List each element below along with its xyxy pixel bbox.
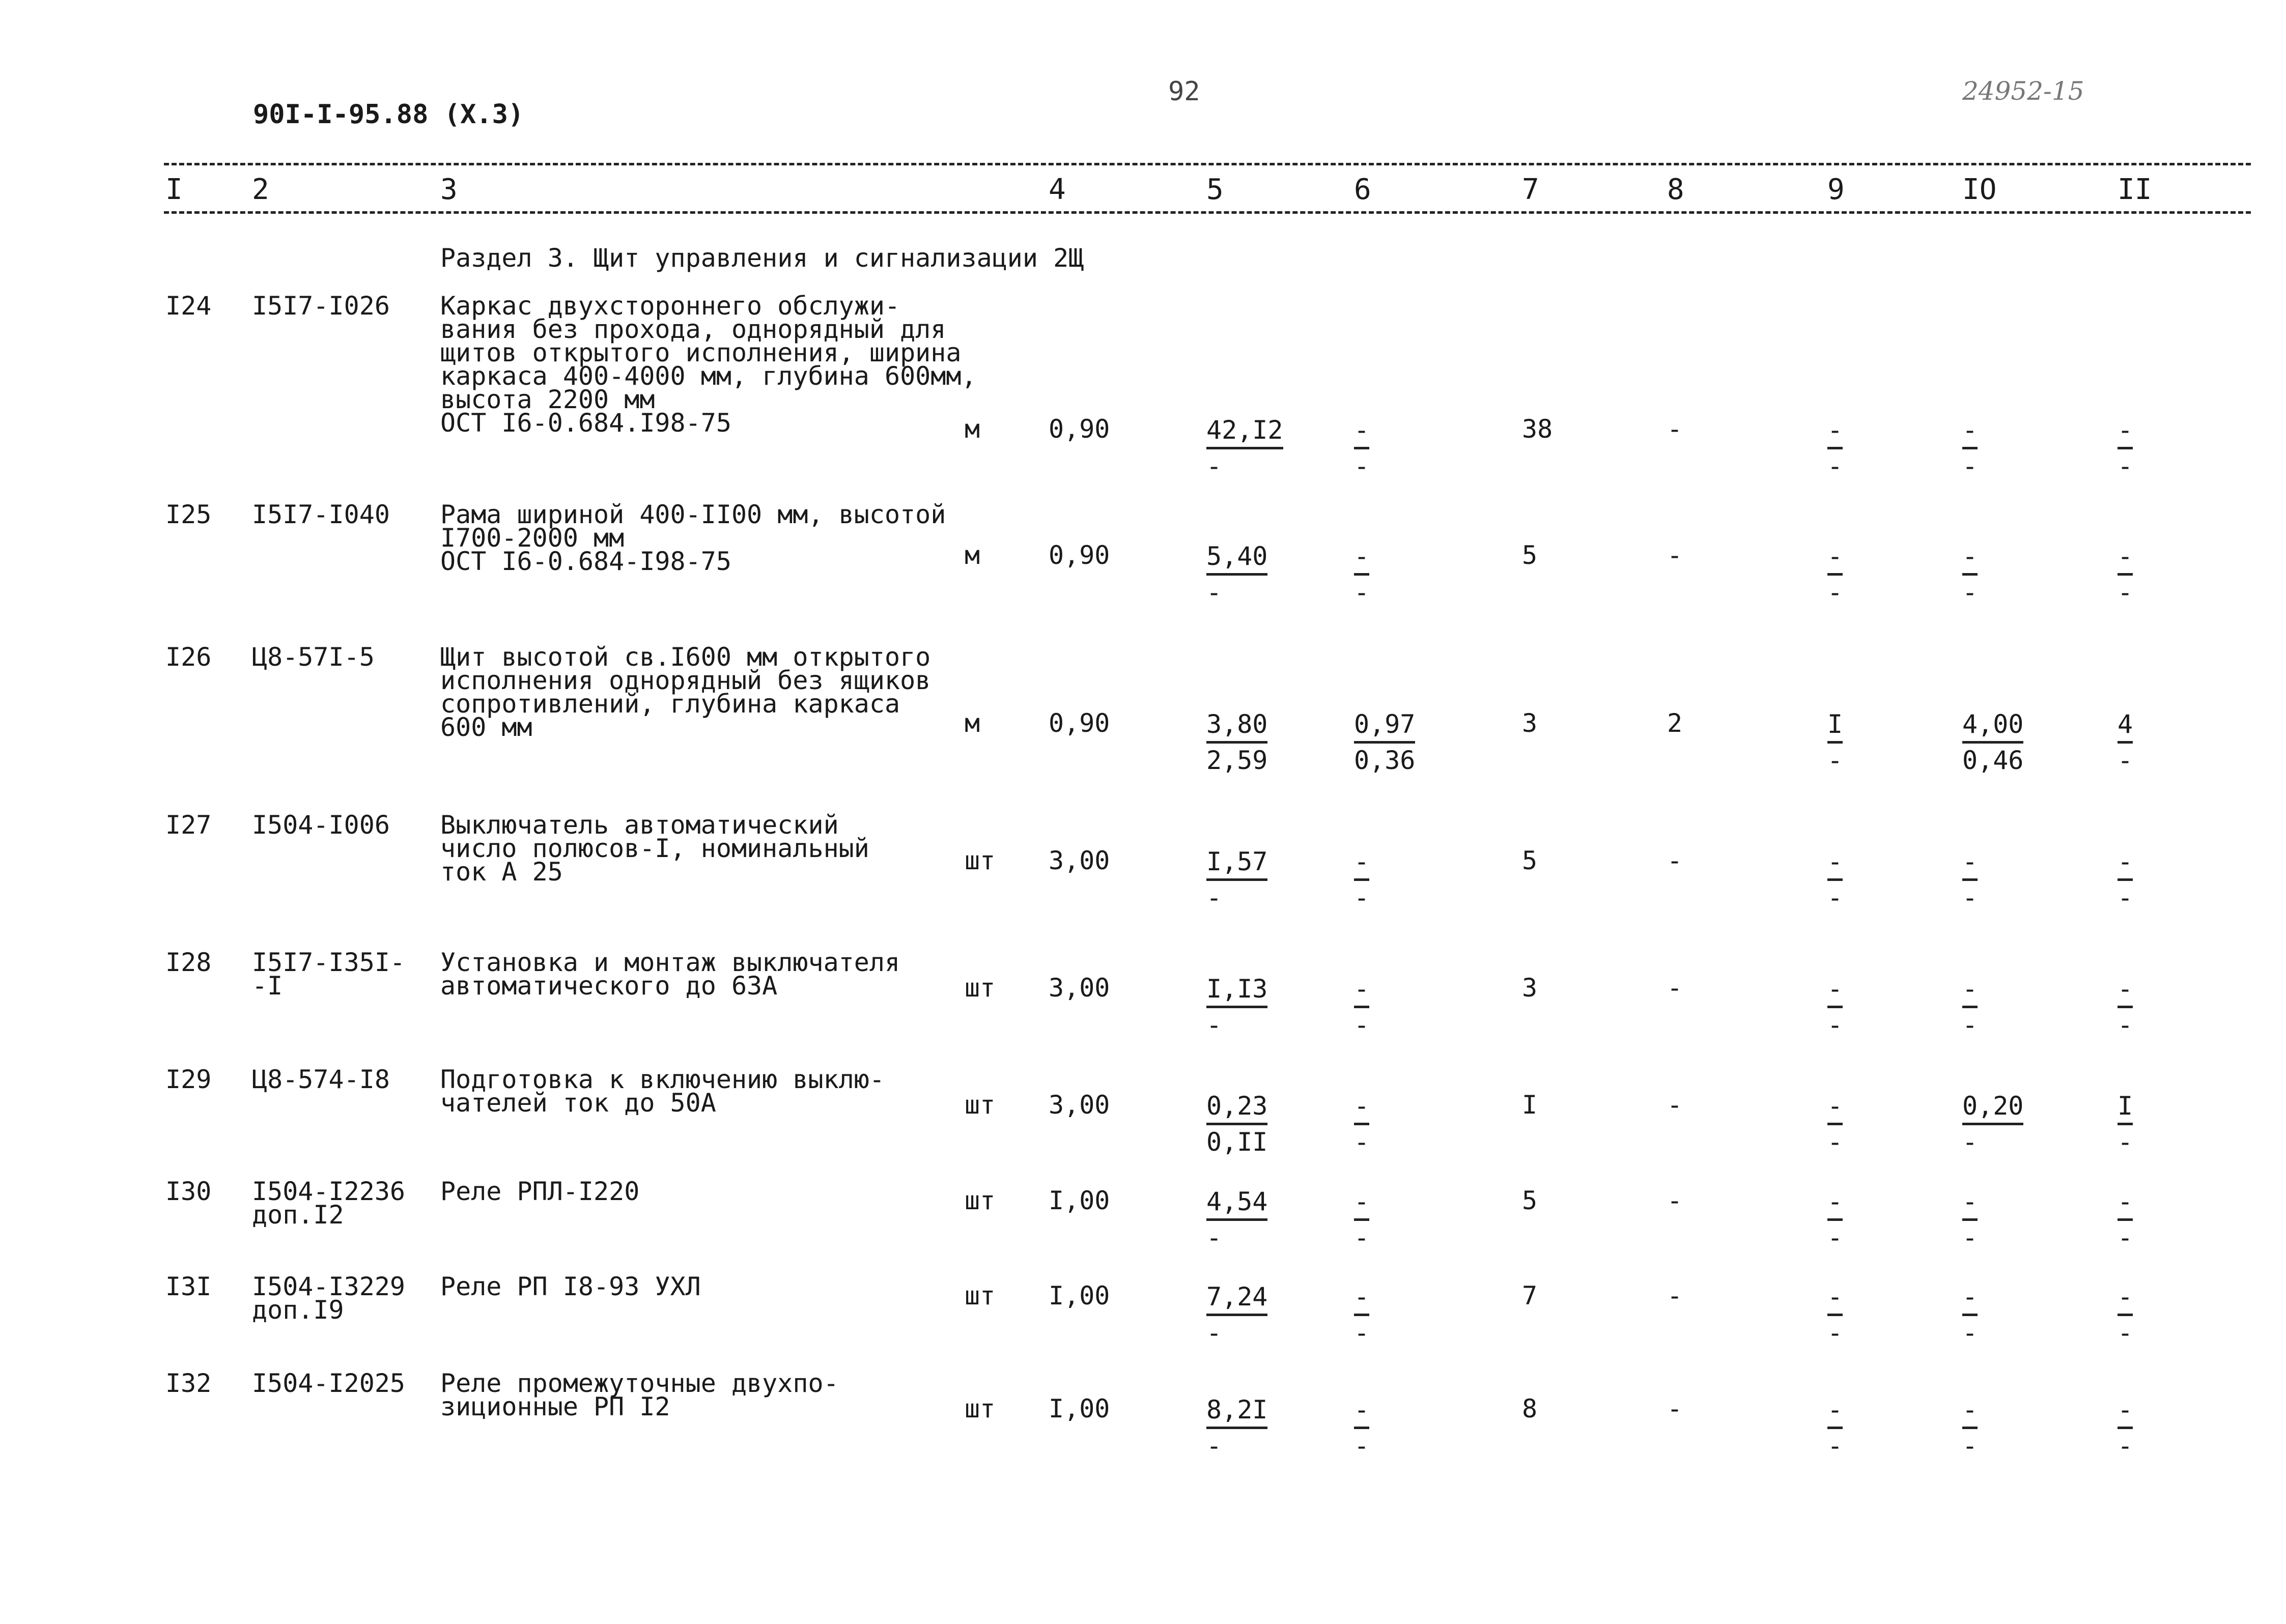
col11-value-fraction-bar: [2118, 1006, 2133, 1008]
row-number: I3I: [165, 1272, 212, 1301]
col6-value-denominator: 0,36: [1354, 746, 1416, 775]
col5-value: [1206, 1189, 1267, 1250]
col10-value-denominator: -: [1962, 451, 1978, 481]
col5-value: [1206, 417, 1283, 479]
col5-value-numerator: I,57: [1206, 847, 1268, 876]
col8-value: -: [1667, 1281, 1683, 1310]
col10-value-numerator: -: [1962, 974, 1978, 1004]
col8-value: -: [1667, 846, 1683, 875]
col9-value-denominator: -: [1827, 883, 1843, 913]
col9-value-fraction-bar: [1827, 1006, 1843, 1008]
col6-value-fraction-bar: [1354, 741, 1415, 744]
column-header-5: 5: [1206, 173, 1224, 206]
row-code: I504-I2236 доп.I2: [252, 1177, 406, 1230]
row-code: Ц8-57I-5: [252, 642, 375, 672]
col5-value-denominator: 0,II: [1206, 1127, 1268, 1157]
col9-value-fraction-bar: [1827, 878, 1843, 881]
col9-value-denominator: -: [1827, 451, 1843, 481]
col9-value-numerator: -: [1827, 415, 1843, 445]
row-description: Реле РПЛ-I220: [440, 1177, 640, 1206]
row-number: I24: [165, 291, 212, 321]
col10-value-numerator: -: [1962, 1395, 1978, 1424]
row-quantity: 0,90: [1049, 414, 1110, 444]
col7-value: 3: [1522, 973, 1538, 1003]
row-description: Каркас двухстороннего обслужи- вания без прохода, однорядный для щитов открытого исполнения, ширина каркаса 400-4000 мм, глубина 600мм, высота 2200 мм ОСТ I6-0.684.I98-75: [440, 291, 977, 438]
col9-value-numerator: -: [1827, 974, 1843, 1004]
col5-value-denominator: -: [1206, 451, 1222, 481]
col11-value-denominator: -: [2118, 883, 2133, 913]
col11-value-denominator: -: [2118, 746, 2133, 775]
col7-value: 5: [1522, 846, 1538, 875]
col6-value-denominator: -: [1354, 1223, 1370, 1252]
col11-value-fraction-bar: [2118, 741, 2133, 744]
col5-value: [1206, 1093, 1267, 1155]
col5-value-denominator: -: [1206, 1010, 1222, 1040]
col8-value: -: [1667, 1394, 1683, 1423]
row-code: Ц8-574-I8: [252, 1065, 390, 1094]
row-number: I27: [165, 810, 212, 840]
row-description: Выключатель автоматический число полюсов-I, номинальный ток А 25: [440, 810, 869, 887]
row-quantity: I,00: [1049, 1394, 1110, 1423]
row-code: I504-I006: [252, 810, 390, 840]
col11-value-fraction-bar: [2118, 1314, 2133, 1316]
col10-value: [1962, 1284, 1978, 1346]
column-header-10: IO: [1962, 173, 1997, 206]
col11-value-denominator: -: [2118, 1318, 2133, 1348]
row-unit: м: [965, 540, 980, 570]
col6-value-denominator: -: [1354, 1127, 1370, 1157]
col11-value-fraction-bar: [2118, 1123, 2133, 1125]
row-quantity: I,00: [1049, 1186, 1110, 1215]
row-unit: шт: [965, 846, 996, 875]
col6-value-fraction-bar: [1354, 573, 1369, 576]
col9-value-numerator: -: [1827, 1091, 1843, 1121]
col5-value-numerator: 8,2I: [1206, 1395, 1268, 1424]
column-header-3: 3: [440, 173, 458, 206]
col10-value: [1962, 976, 1978, 1038]
col5-value: [1206, 1284, 1267, 1346]
col10-value-numerator: 0,20: [1962, 1091, 2024, 1121]
row-quantity: I,00: [1049, 1281, 1110, 1310]
col11-value-denominator: -: [2118, 451, 2133, 481]
col9-value-fraction-bar: [1827, 573, 1843, 576]
col6-value-numerator: -: [1354, 1091, 1370, 1121]
col5-value-denominator: -: [1206, 1223, 1222, 1252]
row-unit: шт: [965, 973, 996, 1003]
col10-value: [1962, 1189, 1978, 1250]
header-rule-bottom: [164, 211, 2251, 214]
col6-value-numerator: -: [1354, 1187, 1370, 1216]
col10-value-fraction-bar: [1962, 1006, 1978, 1008]
page-number: 92: [1168, 76, 1200, 107]
col6-value-denominator: -: [1354, 883, 1370, 913]
col10-value-numerator: -: [1962, 542, 1978, 571]
col5-value-numerator: 0,23: [1206, 1091, 1268, 1121]
row-description: Щит высотой св.I600 мм открытого исполнения однорядный без ящиков сопротивлений, глубина каркаса 600 мм: [440, 642, 931, 742]
col8-value: -: [1667, 414, 1683, 444]
col9-value-fraction-bar: [1827, 1427, 1843, 1429]
col10-value-numerator: 4,00: [1962, 709, 2024, 739]
col5-value: [1206, 1397, 1267, 1459]
col9-value-denominator: -: [1827, 746, 1843, 775]
row-quantity: 0,90: [1049, 540, 1110, 570]
col11-value-numerator: I: [2118, 1091, 2133, 1121]
col5-value-numerator: 4,54: [1206, 1187, 1268, 1216]
col8-value: -: [1667, 1090, 1683, 1120]
col9-value-denominator: -: [1827, 578, 1843, 607]
row-description: Подготовка к включению выклю- чателей ток до 50А: [440, 1065, 885, 1118]
row-number: I26: [165, 642, 212, 672]
col6-value-fraction-bar: [1354, 1006, 1369, 1008]
col6-value: [1354, 976, 1369, 1038]
col11-value: [2118, 417, 2133, 479]
col5-value-fraction-bar: [1206, 878, 1267, 881]
col9-value-numerator: -: [1827, 1187, 1843, 1216]
col11-value-denominator: -: [2118, 1127, 2133, 1157]
col8-value: -: [1667, 540, 1683, 570]
col11-value-numerator: -: [2118, 415, 2133, 445]
col6-value: [1354, 417, 1369, 479]
col5-value-denominator: -: [1206, 1318, 1222, 1348]
col9-value-denominator: -: [1827, 1127, 1843, 1157]
col10-value-fraction-bar: [1962, 1314, 1978, 1316]
document-code: 90I-I-95.88 (X.3): [253, 99, 524, 130]
col5-value-numerator: 3,80: [1206, 709, 1268, 739]
col10-value-denominator: -: [1962, 1318, 1978, 1348]
col10-value-fraction-bar: [1962, 573, 1978, 576]
col6-value-denominator: -: [1354, 1318, 1370, 1348]
row-quantity: 3,00: [1049, 1090, 1110, 1120]
col6-value-numerator: -: [1354, 415, 1370, 445]
col9-value-numerator: I: [1827, 709, 1843, 739]
col6-value: [1354, 847, 1370, 913]
col9-value: [1827, 1284, 1843, 1346]
col10-value-denominator: -: [1962, 578, 1978, 607]
col6-value: [1354, 544, 1369, 605]
col9-value-fraction-bar: [1827, 1314, 1843, 1316]
row-description: Реле РП I8-93 УХЛ: [440, 1272, 701, 1301]
col7-value: 8: [1522, 1394, 1538, 1423]
row-description: Установка и монтаж выключателя автоматического до 63А: [440, 948, 900, 1001]
col9-value-numerator: -: [1827, 847, 1843, 876]
col7-value: 38: [1522, 414, 1553, 444]
col6-value-fraction-bar: [1354, 1427, 1369, 1429]
col6-value-fraction-bar: [1354, 1314, 1369, 1316]
col5-value-fraction-bar: [1206, 1314, 1267, 1316]
col10-value-fraction-bar: [1962, 447, 1978, 449]
col7-value: 5: [1522, 1186, 1538, 1215]
col11-value-numerator: 4: [2118, 709, 2133, 739]
col11-value-denominator: -: [2118, 1431, 2133, 1461]
col10-value-fraction-bar: [1962, 1427, 1978, 1429]
row-number: I28: [165, 948, 212, 977]
section-title: Раздел 3. Щит управления и сигнализации 2Щ: [440, 243, 1084, 273]
col6-value-fraction-bar: [1354, 1218, 1369, 1221]
row-number: I29: [165, 1065, 212, 1094]
col6-value: [1354, 1093, 1369, 1155]
col10-value-fraction-bar: [1962, 741, 2023, 744]
col11-value-numerator: -: [2118, 1187, 2133, 1216]
row-quantity: 3,00: [1049, 846, 1110, 875]
row-number: I32: [165, 1369, 212, 1398]
row-unit: м: [965, 708, 980, 738]
col6-value-denominator: -: [1354, 1431, 1370, 1461]
col6-value-fraction-bar: [1354, 447, 1369, 449]
column-header-2: 2: [252, 173, 269, 206]
col5-value-denominator: -: [1206, 578, 1222, 607]
col9-value-fraction-bar: [1827, 447, 1843, 449]
col9-value-fraction-bar: [1827, 741, 1843, 744]
col5-value-fraction-bar: [1206, 573, 1267, 576]
row-description: Реле промежуточные двухпо- зиционные РП I2: [440, 1369, 839, 1421]
col5-value-numerator: 5,40: [1206, 542, 1268, 571]
col5-value: [1206, 976, 1267, 1038]
col6-value-fraction-bar: [1354, 1123, 1369, 1125]
col10-value-denominator: -: [1962, 1127, 1978, 1157]
col9-value-numerator: -: [1827, 1282, 1843, 1312]
col11-value-numerator: -: [2118, 1282, 2133, 1312]
column-header-1: I: [165, 173, 183, 206]
col5-value-denominator: -: [1206, 1431, 1222, 1461]
col10-value: [1962, 544, 1978, 605]
row-unit: шт: [965, 1090, 996, 1120]
col6-value-numerator: -: [1354, 1395, 1370, 1424]
col8-value: -: [1667, 973, 1683, 1003]
col10-value: [1962, 847, 1978, 913]
col10-value-denominator: -: [1962, 883, 1978, 913]
col10-value-numerator: -: [1962, 847, 1978, 876]
col9-value: [1827, 1093, 1843, 1155]
col6-value: [1354, 1284, 1369, 1346]
row-unit: шт: [965, 1281, 996, 1310]
col6-value-denominator: -: [1354, 578, 1370, 607]
col5-value: [1206, 544, 1267, 605]
col11-value-numerator: -: [2118, 847, 2133, 876]
col10-value: [1962, 1093, 2023, 1155]
row-quantity: 3,00: [1049, 973, 1110, 1003]
col6-value-numerator: -: [1354, 1282, 1370, 1312]
col9-value: [1827, 976, 1843, 1038]
col11-value: [2118, 1189, 2133, 1250]
col10-value-denominator: -: [1962, 1431, 1978, 1461]
col9-value-numerator: -: [1827, 1395, 1843, 1424]
row-code: I504-I2025: [252, 1369, 406, 1398]
column-header-8: 8: [1667, 173, 1684, 206]
col6-value: [1354, 1189, 1369, 1250]
col9-value-denominator: -: [1827, 1010, 1843, 1040]
row-code: I5I7-I026: [252, 291, 390, 321]
col6-value-numerator: -: [1354, 542, 1370, 571]
row-unit: шт: [965, 1186, 996, 1215]
row-unit: м: [965, 414, 980, 444]
col6-value: [1354, 1397, 1369, 1459]
row-unit: шт: [965, 1394, 996, 1423]
col10-value-numerator: -: [1962, 415, 1978, 445]
col9-value-numerator: -: [1827, 542, 1843, 571]
col11-value-denominator: -: [2118, 1223, 2133, 1252]
col11-value: [2118, 976, 2133, 1038]
col11-value-numerator: -: [2118, 542, 2133, 571]
col11-value: [2118, 847, 2133, 913]
col9-value: [1827, 544, 1843, 605]
col7-value: 5: [1522, 540, 1538, 570]
col9-value-denominator: -: [1827, 1223, 1843, 1252]
col7-value: 3: [1522, 708, 1538, 738]
col6-value-denominator: -: [1354, 1010, 1370, 1040]
col9-value-fraction-bar: [1827, 1123, 1843, 1125]
col10-value-fraction-bar: [1962, 878, 1978, 881]
col6-value-numerator: 0,97: [1354, 709, 1416, 739]
col10-value-denominator: -: [1962, 1223, 1978, 1252]
column-header-6: 6: [1354, 173, 1371, 206]
column-header-11: II: [2118, 173, 2152, 206]
col9-value: [1827, 847, 1843, 913]
col9-value-denominator: -: [1827, 1318, 1843, 1348]
col5-value-denominator: -: [1206, 883, 1222, 913]
col5-value-fraction-bar: [1206, 447, 1283, 449]
col11-value-fraction-bar: [2118, 1218, 2133, 1221]
col5-value: [1206, 711, 1267, 773]
col11-value-numerator: -: [2118, 1395, 2133, 1424]
col9-value: [1827, 1397, 1843, 1459]
col10-value-fraction-bar: [1962, 1218, 1978, 1221]
col10-value: [1962, 1397, 1978, 1459]
col9-value-fraction-bar: [1827, 1218, 1843, 1221]
handwritten-stamp: 24952-15: [1962, 76, 2084, 106]
row-number: I30: [165, 1177, 212, 1206]
col5-value-fraction-bar: [1206, 741, 1267, 744]
col9-value: [1827, 1189, 1843, 1250]
col5-value-fraction-bar: [1206, 1427, 1267, 1429]
col11-value-denominator: -: [2118, 578, 2133, 607]
row-code: I5I7-I35I- -I: [252, 948, 406, 1001]
row-description: Рама шириной 400-II00 мм, высотой I700-2000 мм ОСТ I6-0.684-I98-75: [440, 500, 946, 576]
col7-value: I: [1522, 1090, 1538, 1120]
col9-value-denominator: -: [1827, 1431, 1843, 1461]
col5-value: [1206, 847, 1268, 913]
col5-value-denominator: 2,59: [1206, 746, 1268, 775]
col10-value-numerator: -: [1962, 1187, 1978, 1216]
col11-value: [2118, 1093, 2133, 1155]
column-header-4: 4: [1049, 173, 1066, 206]
col10-value-numerator: -: [1962, 1282, 1978, 1312]
col6-value-fraction-bar: [1354, 878, 1369, 881]
column-header-7: 7: [1522, 173, 1539, 206]
header-rule-top: [164, 163, 2251, 165]
col11-value: [2118, 1397, 2133, 1459]
col6-value-numerator: -: [1354, 974, 1370, 1004]
row-code: I504-I3229 доп.I9: [252, 1272, 406, 1325]
col5-value-numerator: 42,I2: [1206, 415, 1283, 445]
col6-value-denominator: -: [1354, 451, 1370, 481]
col7-value: 7: [1522, 1281, 1538, 1310]
col5-value-fraction-bar: [1206, 1218, 1267, 1221]
col11-value-numerator: -: [2118, 974, 2133, 1004]
column-header-9: 9: [1827, 173, 1845, 206]
col11-value-fraction-bar: [2118, 573, 2133, 576]
col11-value-fraction-bar: [2118, 878, 2133, 881]
col10-value: [1962, 711, 2023, 773]
col11-value-fraction-bar: [2118, 447, 2133, 449]
col11-value: [2118, 544, 2133, 605]
col10-value-fraction-bar: [1962, 1123, 2023, 1125]
col5-value-fraction-bar: [1206, 1006, 1267, 1008]
col6-value: [1354, 711, 1415, 773]
col6-value-numerator: -: [1354, 847, 1370, 876]
col11-value-denominator: -: [2118, 1010, 2133, 1040]
col10-value: [1962, 417, 1978, 479]
col5-value-numerator: 7,24: [1206, 1282, 1268, 1312]
col11-value-fraction-bar: [2118, 1427, 2133, 1429]
col8-value: 2: [1667, 708, 1683, 738]
col5-value-numerator: I,I3: [1206, 974, 1268, 1004]
col11-value: [2118, 1284, 2133, 1346]
row-quantity: 0,90: [1049, 708, 1110, 738]
col8-value: -: [1667, 1186, 1683, 1215]
col9-value: [1827, 711, 1843, 773]
row-number: I25: [165, 500, 212, 529]
col10-value-denominator: 0,46: [1962, 746, 2024, 775]
col11-value: [2118, 711, 2133, 773]
col9-value: [1827, 417, 1843, 479]
col10-value-denominator: -: [1962, 1010, 1978, 1040]
row-code: I5I7-I040: [252, 500, 390, 529]
col5-value-fraction-bar: [1206, 1123, 1267, 1125]
